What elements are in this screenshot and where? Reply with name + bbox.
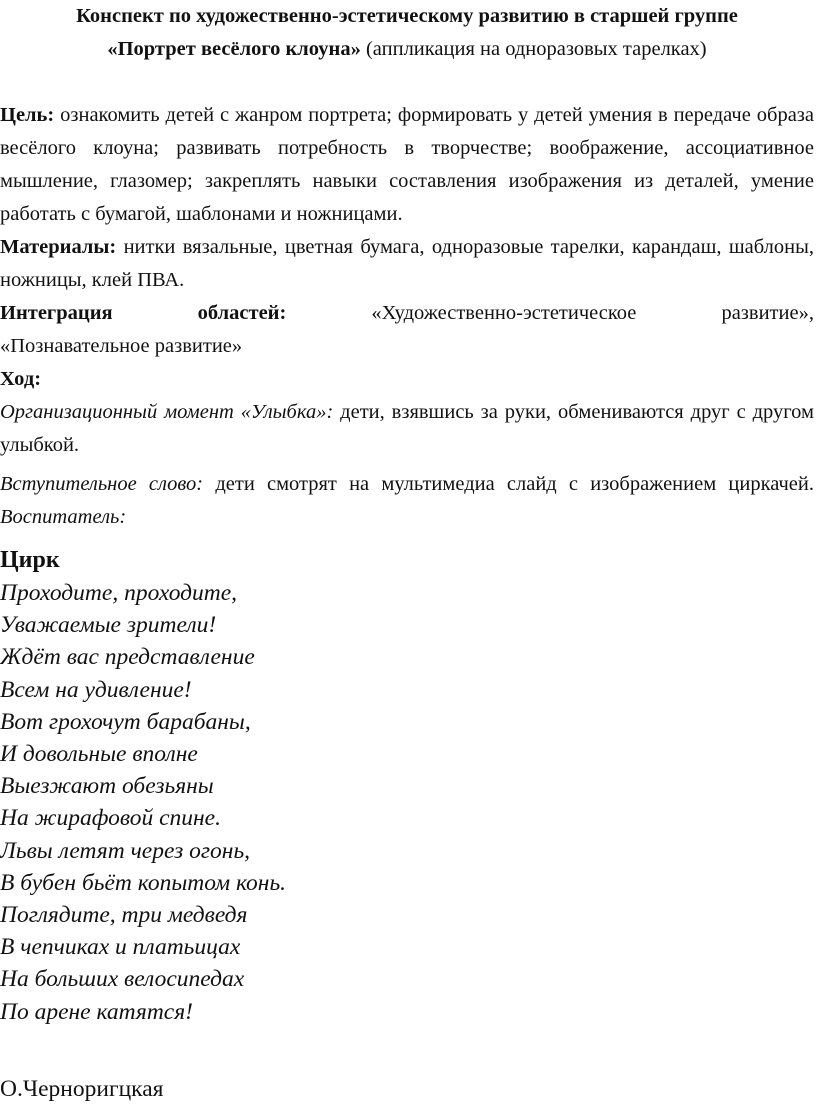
title-line-2: [0, 33, 814, 66]
title-subtitle: (аппликация на одноразовых тарелках): [360, 38, 707, 60]
poem-line: На больших велосипедах: [0, 966, 245, 993]
org-moment-paragraph: [0, 396, 814, 462]
poem-line: Всем на удивление!: [0, 676, 192, 703]
teacher-label: Воспитатель:: [0, 506, 127, 528]
poem-title: Цирк: [0, 547, 60, 573]
materials-text: нитки вязальные, цветная бумага, одноразовые тарелки, карандаш, шаблоны, ножницы, клей ПВА.: [0, 236, 814, 291]
goal-label: Цель:: [0, 104, 55, 126]
poem-line: Выезжают обезьяны: [0, 773, 214, 800]
integration-value-3: «Познавательное развитие»: [0, 335, 243, 357]
poem-line: Поглядите, три медведя: [0, 902, 248, 929]
poem-line: Львы летят через огонь,: [0, 837, 251, 864]
poem-author: О.Черноригцкая: [0, 1075, 164, 1102]
intro-label: Вступительное слово:: [0, 473, 204, 495]
poem-line: В бубен бьёт копытом конь.: [0, 869, 287, 896]
goal-paragraph: [0, 99, 814, 231]
poem-line: Уважаемые зрители!: [0, 612, 217, 639]
poem-line: На жирафовой спине.: [0, 805, 221, 832]
poem-line: И довольные вполне: [0, 741, 198, 768]
org-moment-label: Организационный момент «Улыбка»:: [0, 401, 334, 423]
intro-paragraph: [0, 468, 814, 534]
integration-first-line: [0, 297, 814, 330]
poem-line: Ждёт вас представление: [0, 644, 255, 671]
poem-line: Проходите, проходите,: [0, 580, 238, 606]
org-moment-text: дети, взявшись за руки, обмениваются друг с другом улыбкой.: [0, 401, 815, 456]
materials-label: Материалы:: [0, 236, 117, 258]
integration-value-2: развитие»,: [721, 302, 814, 324]
integration-label-word1: Интеграция: [0, 302, 113, 324]
intro-text: дети смотрят на мультимедиа слайд с изображением циркачей.: [203, 473, 815, 495]
integration-paragraph: [0, 297, 814, 363]
poem-lines: [0, 577, 814, 1028]
course-label: Ход:: [0, 368, 42, 390]
poem-line: Вот грохочут барабаны,: [0, 708, 251, 735]
integration-value-1: «Художественно-эстетическое: [371, 302, 637, 324]
title-line-1: Конспект по художественно-эстетическому развитию в старшей группе: [76, 5, 738, 27]
materials-paragraph: [0, 231, 814, 297]
integration-label-word2: областей:: [197, 302, 287, 324]
goal-text: ознакомить детей с жанром портрета; формировать у детей умения в передаче образа весёлого клоуна; развивать потребность в творчестве; воображение, ассоциативное мышление, глазомер; закреплять навыки составления изображения из деталей, умение работать с бумагой, шаблонами и ножницами.: [0, 104, 814, 225]
poem-line: По арене катятся!: [0, 998, 193, 1025]
document-title: [0, 0, 814, 66]
poem-line: В чепчиках и платьицах: [0, 934, 241, 961]
title-topic: «Портрет весёлого клоуна»: [107, 38, 361, 60]
